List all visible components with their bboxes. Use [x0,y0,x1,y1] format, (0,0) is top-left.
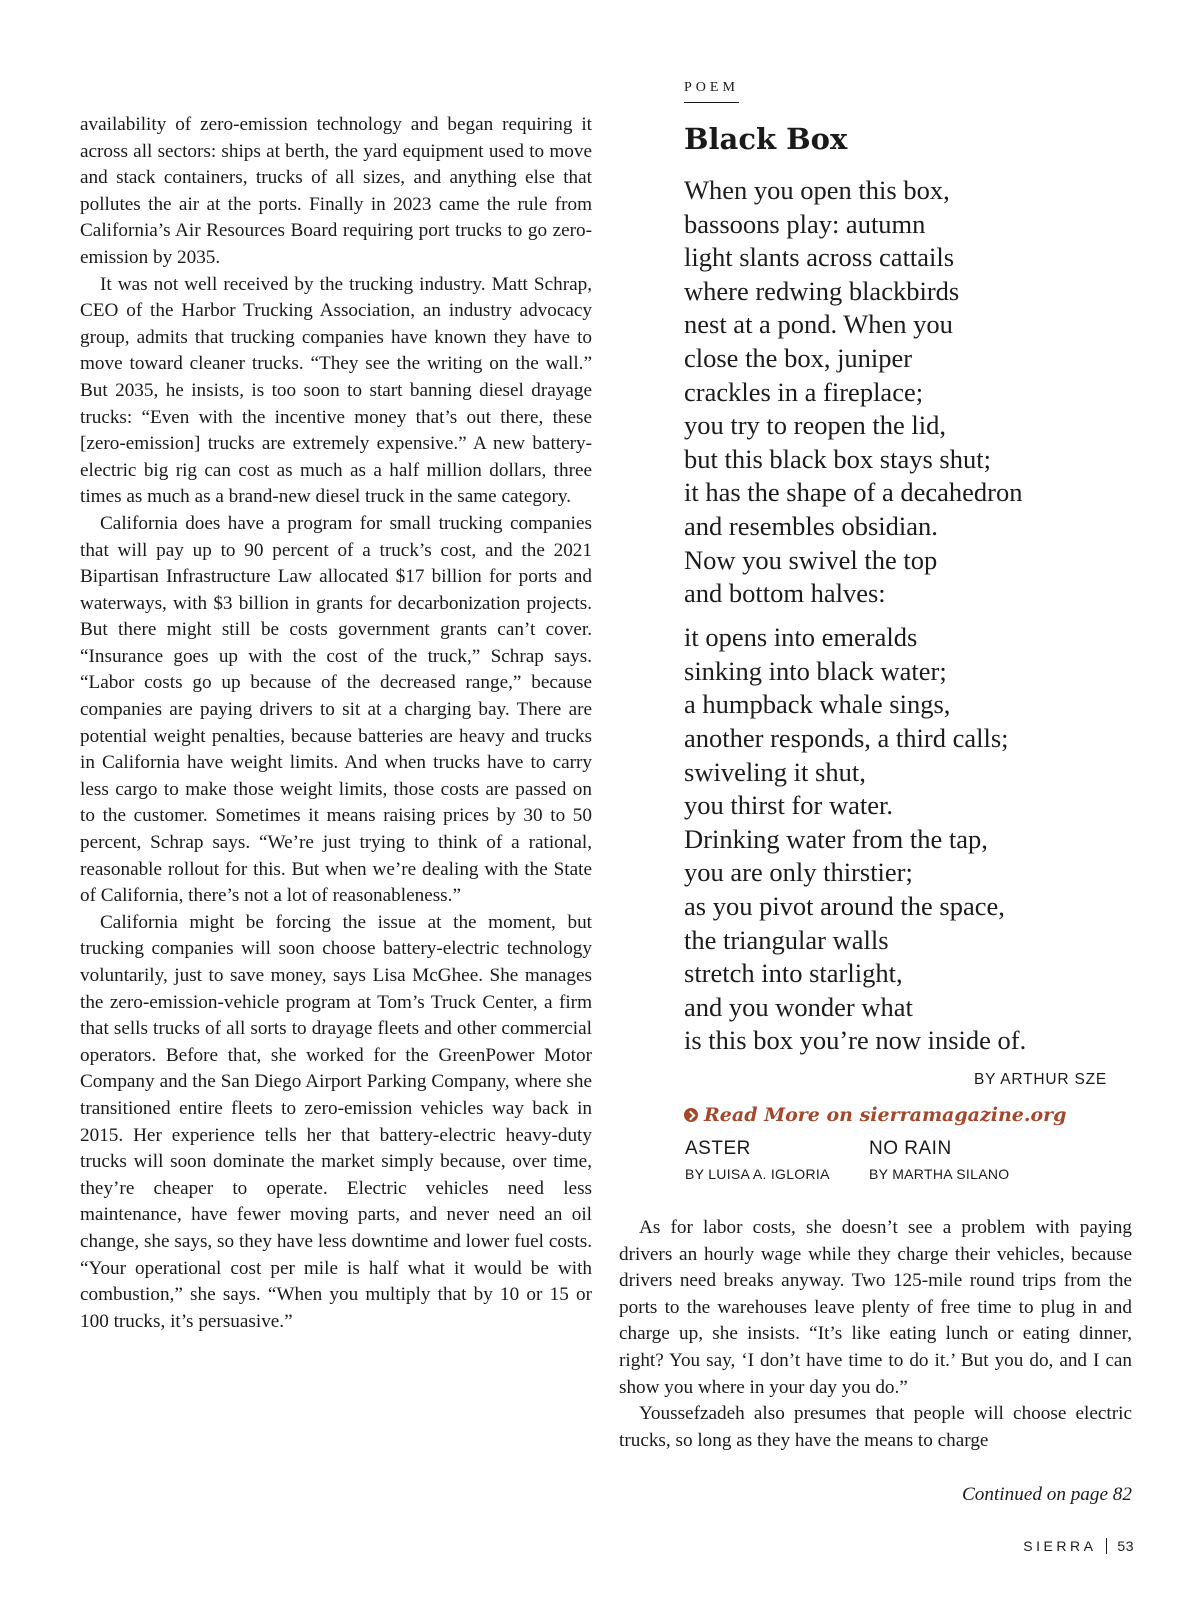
read-more-link[interactable] [684,1104,1066,1126]
poem-line: you try to reopen the lid, [684,410,946,441]
poem-line: sinking into black water; [684,655,947,686]
right-article-column [619,1215,1132,1454]
poem-line: crackles in a fireplace; [684,376,924,407]
section-kicker: POEM [684,80,739,103]
article-paragraph: Youssefzadeh also presumes that people will choose electric trucks, so long as they have the means to charge [619,1403,1132,1451]
poem-line: and bottom halves: [684,578,886,609]
continued-note: Continued on page 82 [961,1484,1132,1505]
read-more-label: Read More on sierramagazine.org [704,1104,1067,1126]
related-item[interactable] [685,1138,830,1182]
poem-line: another responds, a third calls; [684,723,1009,753]
poem-line: When you open this box, [684,175,950,205]
folio-divider [1106,1538,1107,1554]
poem-line: a humpback whale sings, [684,689,951,720]
poem-line: you thirst for water. [684,790,894,821]
page-folio [1023,1538,1134,1554]
poem-stanza [684,621,1124,1058]
publication-name: SIERRA [1023,1538,1097,1554]
poem-line: Drinking water from the tap, [684,823,988,854]
poem-line: light slants across cattails [684,242,955,273]
poem-line: close the box, juniper [684,342,913,373]
arrow-circle-icon [684,1108,698,1122]
left-article-column [80,112,592,1335]
page-number: 53 [1117,1538,1134,1554]
poem-line: nest at a pond. When you [684,309,953,340]
article-paragraph: California might be forcing the issue at the moment, but trucking companies will soon choose battery-electric technology voluntarily, just to save money, says Lisa McGhee. She manages the zero-emission-vehicle program at Tom’s Truck Center, a firm that sells trucks of all sorts to drayage fleets and other commercial operators. Before that, she worked for the GreenPower Motor Company and the San Diego Airport Parking Company, where she transitioned entire fleets to zero-emission vehicles way back in 2015. Her experience tells her that battery-electric heavy-duty trucks will soon dominate the market simply because, over time, they’re cheaper to operate. Electric vehicles need less maintenance, have fewer moving parts, and never need an oil change, she says, so they have less downtime and lower fuel costs. “Your operational cost per mile is half what it would be with combustion,” she says. “When you multiply that by 10 or 15 or 100 trucks, it’s persuasive.” [80,911,592,1332]
poem-line: as you pivot around the space, [684,890,1005,921]
poem-author: BY ARTHUR SZE [974,1071,1107,1088]
poem-body [684,174,1124,1058]
related-byline: BY LUISA A. IGLORIA [685,1166,830,1182]
poem-title: Black Box [684,122,848,156]
poem-line: Now you swivel the top [684,544,938,575]
article-paragraph: California does have a program for small trucking companies that will pay up to 90 percent of a truck’s cost, and the 2021 Bipartisan Infrastructure Law allocated $17 billion for ports and waterways, with $3 billion in grants for decarbonization projects. But there might still be costs government grants can’t cover. “Insurance goes up with the cost of the truck,” Schrap says. “Labor costs go up because of the decreased range,” because companies are paying drivers to sit at a charging bay. There are potential weight penalties, because batteries are heavy and trucks in California have weight limits. And when trucks have to carry less cargo to make those weight limits, those costs are passed on to the customer. Sometimes it means raising prices by 30 to 50 percent, Schrap says. “We’re just trying to think of a rational, reasonable rollout for this. But when we’re dealing with the State of California, there’s not a lot of reasonableness.” [80,512,592,907]
poem-line: stretch into starlight, [684,958,903,989]
poem-line: the triangular walls [684,924,889,955]
related-title: ASTER [685,1138,751,1159]
poem-line: but this black box stays shut; [684,443,991,474]
poem-line: and resembles obsidian. [684,510,938,541]
poem-line: is this box you’re now inside of. [684,1025,1027,1056]
related-title: NO RAIN [869,1138,952,1159]
poem-line: it opens into emeralds [684,622,918,653]
article-paragraph: It was not well received by the trucking industry. Matt Schrap, CEO of the Harbor Trucking Association, an industry advocacy group, admits that trucking companies have known they have to move toward cleaner trucks. “They see the writing on the wall.” But 2035, he insists, is too soon to start banning diesel drayage trucks: “Even with the incentive money that’s out there, these [zero-emission] trucks are extremely expensive.” A new battery-electric big rig can cost as much as a half million dollars, three times as much as a brand-new diesel truck in the same category. [80,273,592,508]
poem-line: where redwing blackbirds [684,275,960,306]
poem-line: and you wonder what [684,991,913,1022]
related-byline: BY MARTHA SILANO [869,1166,1010,1182]
article-paragraph: availability of zero-emission technology and began requiring it across all sectors: ships at berth, the yard equipment used to move and stack containers, trucks of all sizes, and anything else that pollutes the air at the ports. Finally in 2023 came the rule from California’s Air Resources Board requiring port trucks to go zero-emission by 2035. [80,114,592,268]
poem-line: you are only thirstier; [684,857,913,888]
poem-line: bassoons play: autumn [684,208,926,239]
poem-line: swiveling it shut, [684,756,866,787]
poem-stanza [684,174,1124,611]
article-paragraph: As for labor costs, she doesn’t see a problem with paying drivers an hourly wage while they charge their vehicles, because drivers need breaks anyway. Two 125-mile round trips from the ports to the warehouses leave plenty of free time to plug in and charge up, she insists. “It’s like eating lunch or eating dinner, right? You say, ‘I don’t have time to do it.’ But you do, and I can show you where in your day you do.” [619,1217,1132,1398]
poem-line: it has the shape of a decahedron [684,477,1023,508]
related-item[interactable] [869,1138,1009,1182]
